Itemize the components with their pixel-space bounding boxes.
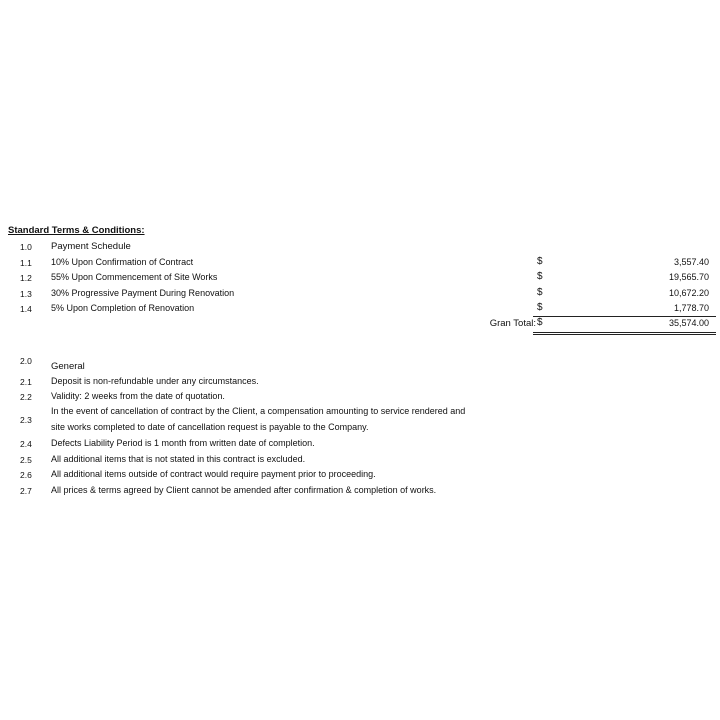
item-text: All additional items outside of contract would require payment prior to proceeding.	[51, 469, 376, 479]
amount-value: 19,565.70	[668, 272, 709, 282]
currency-symbol: $	[537, 271, 543, 282]
section-number: 1.0	[20, 242, 32, 252]
item-text: 30% Progressive Payment During Renovation	[51, 288, 235, 298]
amount-value: 3,557.40	[673, 257, 709, 267]
item-text: 55% Upon Commencement of Site Works	[51, 272, 218, 282]
item-number: 1.2	[20, 273, 32, 283]
grand-total-amount: 35,574.00	[668, 318, 709, 328]
currency-symbol: $	[537, 287, 543, 298]
item-text-line-2: site works completed to date of cancellation request is payable to the Company.	[51, 422, 369, 432]
section-heading: Payment Schedule	[51, 241, 131, 252]
currency-symbol: $	[537, 317, 543, 328]
item-text: 10% Upon Confirmation of Contract	[51, 257, 194, 267]
item-number: 2.2	[20, 392, 32, 402]
subtotal-divider	[533, 316, 716, 317]
item-text: 5% Upon Completion of Renovation	[51, 303, 195, 313]
item-number: 2.5	[20, 455, 32, 465]
currency-symbol: $	[537, 302, 543, 313]
amount-value: 1,778.70	[673, 303, 709, 313]
section-number: 2.0	[20, 356, 32, 366]
item-text-line-1: In the event of cancellation of contract by the Client, a compensation amounting to service rendered and	[51, 406, 466, 416]
item-text: All additional items that is not stated in this contract is excluded.	[51, 454, 306, 464]
item-text: Defects Liability Period is 1 month from written date of completion.	[51, 438, 315, 448]
total-double-underline	[533, 332, 716, 333]
section-heading: General	[51, 361, 85, 372]
item-text: All prices & terms agreed by Client cannot be amended after confirmation & completion of works.	[51, 485, 437, 495]
item-text: Validity: 2 weeks from the date of quotation.	[51, 391, 225, 401]
item-number: 1.3	[20, 289, 32, 299]
item-number: 2.3	[20, 415, 32, 425]
item-text: Deposit is non-refundable under any circumstances.	[51, 376, 259, 386]
item-number: 2.4	[20, 439, 32, 449]
document-title: Standard Terms & Conditions:	[8, 225, 145, 236]
amount-value: 10,672.20	[668, 288, 709, 298]
item-number: 1.1	[20, 258, 32, 268]
total-double-underline	[533, 334, 716, 335]
item-number: 1.4	[20, 304, 32, 314]
item-number: 2.6	[20, 470, 32, 480]
item-number: 2.7	[20, 486, 32, 496]
item-number: 2.1	[20, 377, 32, 387]
currency-symbol: $	[537, 256, 543, 267]
grand-total-label: Gran Total:	[489, 318, 536, 329]
